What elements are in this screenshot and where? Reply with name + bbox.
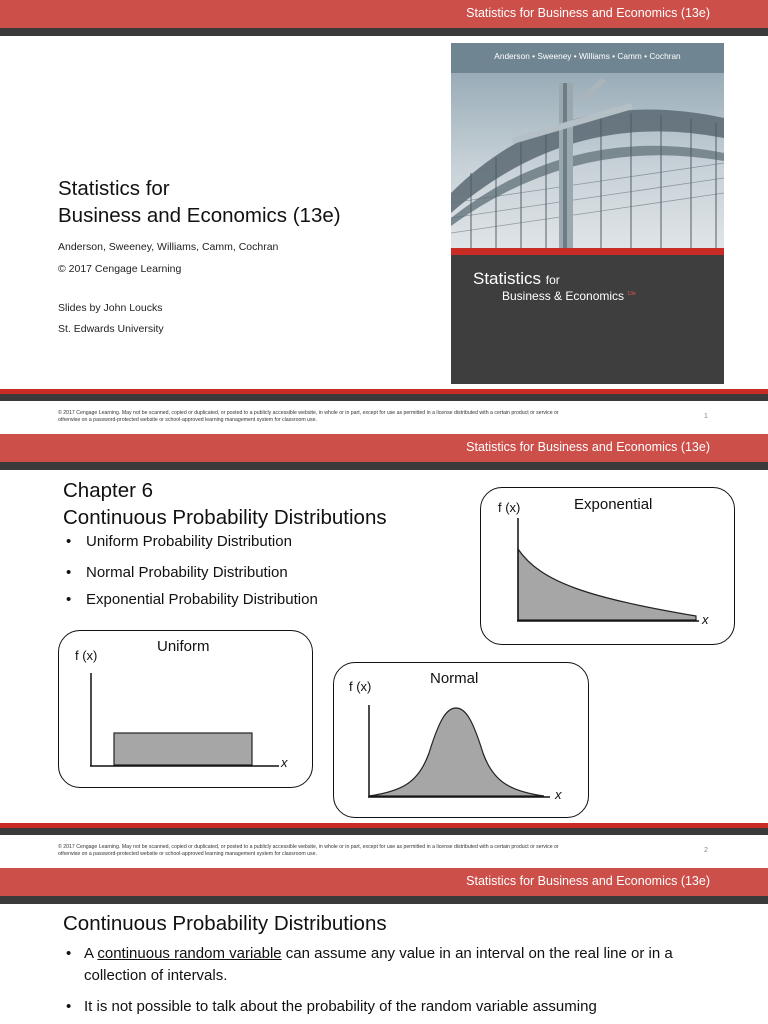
bullet-item: • It is not possible to talk about the probability of the random variable assuming xyxy=(66,996,716,1018)
header-course-title: Statistics for Business and Economics (13e) xyxy=(466,440,710,454)
header-course-title: Statistics for Business and Economics (13e) xyxy=(466,6,710,20)
footer-dark-bar xyxy=(0,394,768,401)
header-divider xyxy=(0,28,768,36)
cover-authors: Anderson • Sweeney • Williams • Camm • Cochran xyxy=(494,51,681,61)
uniform-title: Uniform xyxy=(157,638,210,655)
copyright-line-1: © 2017 Cengage Learning. May not be scanned, copied or duplicated, or posted to a publicly accessible website, in whole or in part, except for use as permitted in a license distributed with a certain product or service or xyxy=(58,844,559,850)
bullet-text: Uniform Probability Distribution xyxy=(86,533,292,550)
footer-dark-bar xyxy=(0,828,768,835)
cover-title-for: for xyxy=(545,273,560,287)
underlined-term: continuous random variable xyxy=(97,945,282,962)
copyright-notice xyxy=(58,844,658,858)
uniform-x-label: x xyxy=(281,755,288,770)
copyright-line-2: otherwise on a password-protected website or school-approved learning management system for classroom use. xyxy=(58,851,317,857)
slide-title: Continuous Probability Distributions xyxy=(63,506,387,529)
exponential-x-label: x xyxy=(702,612,709,627)
copyright-notice xyxy=(58,410,658,424)
university-text: St. Edwards University xyxy=(58,323,164,335)
exponential-fx-label: f (x) xyxy=(498,500,521,515)
bullet-item: • A continuous random variable can assume any value in an interval on the real line or in a collection of intervals. xyxy=(66,945,673,984)
uniform-panel xyxy=(58,630,313,788)
slide-header-bar xyxy=(0,434,768,462)
bullet-text: Exponential Probability Distribution xyxy=(86,591,318,608)
normal-panel xyxy=(333,662,589,818)
book-cover-image xyxy=(451,43,724,384)
title-line-1: Statistics for xyxy=(58,177,170,200)
cover-edition: 13e xyxy=(627,291,636,297)
header-course-title: Statistics for Business and Economics (13e) xyxy=(466,874,710,888)
header-divider xyxy=(0,462,768,470)
slide-2 xyxy=(0,434,768,866)
bullet-text: It is not possible to talk about the probability of the random variable assuming xyxy=(84,998,597,1015)
copyright-line-2: otherwise on a password-protected website or school-approved learning management system for classroom use. xyxy=(58,417,317,423)
cover-red-stripe xyxy=(451,248,724,255)
page-number: 2 xyxy=(704,847,708,854)
chapter-label: Chapter 6 xyxy=(63,479,154,502)
page-number: 1 xyxy=(704,413,708,420)
cover-title-main: Statistics xyxy=(473,269,542,288)
cover-title xyxy=(473,269,560,289)
bullet-item: • Exponential Probability Distribution xyxy=(66,591,318,608)
authors-text: Anderson, Sweeney, Williams, Camm, Cochran xyxy=(58,241,279,253)
copyright-line-1: © 2017 Cengage Learning. May not be scanned, copied or duplicated, or posted to a publicly accessible website, in whole or in part, except for use as permitted in a license distributed with a certain product or service or xyxy=(58,410,559,416)
cover-subtitle xyxy=(502,289,636,303)
cover-architecture-photo xyxy=(451,43,724,248)
slide-title xyxy=(58,175,341,229)
slide-1 xyxy=(0,0,768,432)
bullet-text-prefix: A xyxy=(84,945,98,962)
slide-header-bar xyxy=(0,868,768,896)
normal-fx-label: f (x) xyxy=(349,679,372,694)
normal-x-label: x xyxy=(555,787,562,802)
slides-by-text: Slides by John Loucks xyxy=(58,302,163,314)
exponential-title: Exponential xyxy=(574,496,653,513)
slide-3-title: Continuous Probability Distributions xyxy=(63,912,387,935)
uniform-fx-label: f (x) xyxy=(75,648,98,663)
normal-title: Normal xyxy=(430,670,479,687)
slide-header-bar xyxy=(0,0,768,28)
exponential-panel xyxy=(480,487,735,645)
bullet-text-suffix: can assume any value in an interval on the real line or in a collection of intervals. xyxy=(84,945,673,984)
title-line-2: Business and Economics (13e) xyxy=(58,204,341,227)
bullet-item: • Uniform Probability Distribution xyxy=(66,533,292,550)
bullet-item: • Normal Probability Distribution xyxy=(66,564,288,581)
header-divider xyxy=(0,896,768,904)
bullet-text: Normal Probability Distribution xyxy=(86,564,288,581)
copyright-text: © 2017 Cengage Learning xyxy=(58,263,182,275)
cover-subtitle-text: Business & Economics xyxy=(502,289,625,303)
